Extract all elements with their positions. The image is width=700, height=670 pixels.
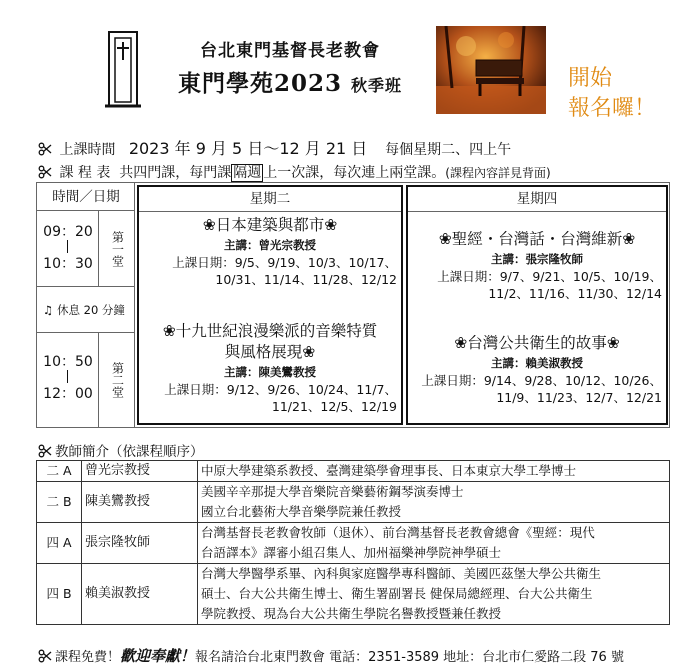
course-note: (課程內容詳見背面) bbox=[445, 166, 551, 180]
course-2a-teacher: 主講：曾光宗教授 bbox=[224, 238, 316, 252]
slot-1-end: 10：30 bbox=[43, 256, 93, 272]
slot-2-label: 第二堂 bbox=[110, 362, 125, 398]
time-header: 時間／日期 bbox=[37, 183, 135, 211]
course-2b-title-1: ❀十九世紀浪漫樂派的音樂特質 bbox=[162, 322, 378, 340]
course-label: 課 程 表 bbox=[59, 165, 111, 181]
course-2a-title: ❀日本建築與都市❀ bbox=[202, 216, 338, 234]
course-4b-dates-2: 11/9、11/23、12/7、12/21 bbox=[496, 390, 662, 405]
table-row bbox=[37, 461, 670, 482]
church-name: 台北東門基督長老教會 bbox=[200, 41, 380, 61]
course-4b-teacher: 主講：賴美淑教授 bbox=[491, 356, 583, 370]
scissors-icon bbox=[38, 649, 52, 663]
course-4b-title: ❀台灣公共衛生的故事❀ bbox=[454, 334, 620, 352]
table-row bbox=[37, 482, 670, 523]
timetable bbox=[36, 182, 670, 428]
term-title bbox=[165, 65, 415, 98]
slot-2-bar bbox=[67, 370, 68, 383]
course-4a-teacher: 主講：張宗隆牧師 bbox=[491, 252, 583, 266]
teacher-bio: 中原大學建築系教授、臺灣建築學會理事長、日本東京大學工學博士 bbox=[198, 461, 670, 482]
thursday-column bbox=[406, 185, 668, 425]
course-2a-dates-2: 10/31、11/14、11/28、12/12 bbox=[215, 272, 397, 287]
title-block bbox=[165, 36, 415, 98]
slot-1-time bbox=[37, 211, 99, 286]
footer bbox=[38, 645, 624, 666]
course-summary-line bbox=[38, 162, 551, 182]
class-time-line bbox=[38, 136, 511, 159]
course-4a bbox=[408, 229, 666, 302]
course-post: 上一次課，每次連上兩堂課。 bbox=[263, 165, 446, 181]
course-4a-dates-1: 上課日期：9/7、9/21、10/5、10/19、 bbox=[437, 269, 662, 284]
teacher-code: 四 B bbox=[37, 564, 82, 625]
tuesday-column bbox=[137, 185, 403, 425]
signup-line1: 開始 bbox=[568, 66, 613, 91]
course-2b-dates-1: 上課日期：9/12、9/26、10/24、11/7、 bbox=[164, 382, 397, 397]
break-row bbox=[37, 287, 135, 333]
teacher-name: 賴美淑教授 bbox=[82, 564, 198, 625]
course-2a-dates-1: 上課日期：9/5、9/19、10/3、10/17、 bbox=[172, 255, 397, 270]
church-logo-icon bbox=[105, 30, 141, 108]
teacher-name: 曾光宗教授 bbox=[82, 461, 198, 482]
teacher-name: 張宗隆牧師 bbox=[82, 523, 198, 564]
biweekly-box: 隔週 bbox=[233, 165, 262, 181]
footer-fee: 課程免費！ bbox=[55, 650, 121, 665]
scissors-icon bbox=[38, 444, 52, 458]
autumn-bench-photo bbox=[436, 26, 546, 114]
teachers-heading: 教師簡介（依課程順序） bbox=[38, 440, 204, 460]
teacher-bio: 美國辛辛那提大學音樂院音樂藝術鋼琴演奏博士 國立台北藝術大學音樂學院兼任教授 bbox=[198, 482, 670, 523]
course-2b-dates-2: 11/21、12/5、12/19 bbox=[271, 399, 397, 414]
class-time-value: 2023 年 9 月 5 日～12 月 21 日 bbox=[128, 139, 368, 158]
table-row bbox=[37, 523, 670, 564]
term-main: 東門學苑2023 bbox=[177, 70, 342, 97]
slot-1 bbox=[37, 211, 135, 287]
slot-2 bbox=[37, 333, 135, 427]
time-column bbox=[37, 183, 135, 427]
course-4b-dates-1: 上課日期：9/14、9/28、10/12、10/26、 bbox=[421, 373, 662, 388]
course-2b-teacher: 主講：陳美鸞教授 bbox=[224, 365, 316, 379]
slot-1-label: 第一堂 bbox=[110, 230, 125, 267]
scissors-icon bbox=[38, 142, 52, 156]
teacher-code: 二 B bbox=[37, 482, 82, 523]
course-2a bbox=[139, 215, 401, 288]
thursday-header: 星期四 bbox=[408, 187, 666, 212]
slot-1-bar bbox=[67, 240, 68, 253]
course-4b bbox=[408, 333, 666, 406]
slot-1-start: 09：20 bbox=[43, 224, 93, 240]
class-time-days: 每個星期二、四上午 bbox=[385, 142, 512, 158]
signup-callout bbox=[568, 64, 678, 124]
tuesday-header: 星期二 bbox=[139, 187, 401, 212]
footer-contact: 報名請洽台北東門教會 電話：2351-3589 地址：台北市仁愛路二段 76 號 bbox=[195, 650, 624, 665]
slot-2-time bbox=[37, 333, 99, 427]
break-label: 休息 20 分鐘 bbox=[56, 303, 125, 317]
slot-2-start: 10：50 bbox=[43, 354, 93, 370]
table-row bbox=[37, 564, 670, 625]
footer-welcome: 歡迎奉獻！ bbox=[120, 647, 196, 665]
course-4a-dates-2: 11/2、11/16、11/30、12/14 bbox=[488, 286, 662, 301]
teacher-name: 陳美鸞教授 bbox=[82, 482, 198, 523]
teacher-bio: 台灣大學醫學系畢、內科與家庭醫學專科醫師、美國匹茲堡大學公共衛生 碩士、台大公共衛生博士、衛生署副署長 健保局總經理、台大公共衛生 學院教授、現為台大公共衛生學院名譽教授暨兼任教授 bbox=[198, 564, 670, 625]
music-note-icon: ♫ bbox=[43, 303, 54, 317]
signup-line2: 報名囉！ bbox=[568, 96, 657, 121]
teacher-code: 四 A bbox=[37, 523, 82, 564]
class-time-label: 上課時間 bbox=[59, 142, 116, 158]
teachers-table bbox=[36, 460, 670, 625]
course-4a-title: ❀聖經・台灣話・台灣維新❀ bbox=[438, 230, 636, 248]
term-suffix: 秋季班 bbox=[351, 76, 403, 95]
course-2b-title-2: 與風格展現❀ bbox=[224, 343, 316, 361]
scissors-icon bbox=[38, 165, 52, 179]
teacher-bio: 台灣基督長老教會牧師（退休）、前台灣基督長老教會總會《聖經：現代 台語譯本》譯審小組召集人、加州福樂神學院神學碩士 bbox=[198, 523, 670, 564]
course-2b bbox=[139, 321, 401, 415]
slot-2-end: 12：00 bbox=[43, 386, 93, 402]
teacher-code: 二 A bbox=[37, 461, 82, 482]
course-pre: 共四門課，每門課 bbox=[119, 165, 232, 181]
